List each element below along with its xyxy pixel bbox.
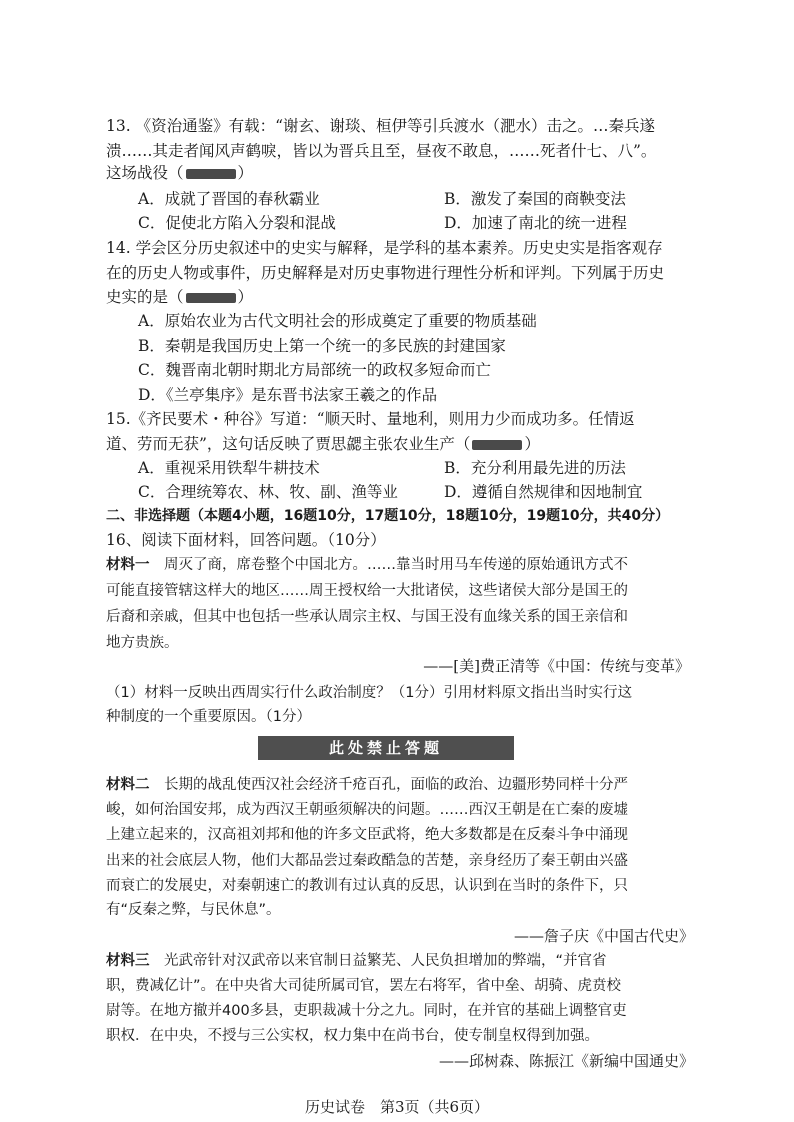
- material2-source: ——詹子庆《中国古代史》: [513, 927, 694, 945]
- q14-option-b[interactable]: B．秦朝是我国历史上第一个统一的多民族的封建国家: [138, 337, 506, 355]
- q13-stem-prefix: 这场战役（: [106, 164, 184, 182]
- answer-blank[interactable]: [186, 169, 236, 179]
- q13-option-b[interactable]: B．激发了秦国的商鞅变法: [444, 190, 626, 208]
- q15-stem-line1: 15.《齐民要术・种谷》写道：“顺天时、量地利，则用力少而成功多。任情返: [106, 410, 635, 428]
- q15-option-c[interactable]: C．合理统筹农、林、牧、副、渔等业: [138, 483, 398, 501]
- material2-line2: 峻，如何治国安邦，成为西汉王朝亟须解决的问题。……西汉王朝是在亡秦的废墟: [106, 802, 628, 818]
- material3-label: 材料三: [106, 953, 150, 969]
- q13-stem-line2: 溃……其走者闻风声鹤唳，皆以为晋兵且至，昼夜不敢息，……死者什七、八”。: [106, 142, 657, 160]
- q14-stem-line3: [106, 287, 686, 307]
- material3-line3: 尉等。在地方撤并400多县，吏职裁减十分之九。同时，在并官的基础上调整官吏: [106, 1003, 627, 1019]
- material1-label: 材料一: [106, 557, 150, 573]
- material3-line4: 职权．在中央，不授与三公实权，权力集中在尚书台，使专制皇权得到加强。: [106, 1028, 599, 1044]
- q14-option-d[interactable]: D．《兰亭集序》是东晋书法家王羲之的作品: [138, 386, 438, 404]
- material1-line4: 地方贵族。: [106, 635, 179, 651]
- q15-option-b[interactable]: B．充分利用最先进的历法: [444, 459, 626, 477]
- material2-label: 材料二: [106, 777, 150, 793]
- material2-line5: 而衰亡的发展史，对秦朝速亡的教训有过认真的反思，认识到在当时的条件下，只: [106, 878, 628, 894]
- q16-stem: 16、阅读下面材料，回答问题。（10分）: [106, 531, 386, 549]
- q14-stem-suffix: ）: [237, 288, 254, 306]
- q15-stem-line2: [106, 434, 686, 454]
- q14-option-a[interactable]: A．原始农业为古代文明社会的形成奠定了重要的物质基础: [138, 312, 537, 330]
- no-answer-zone-banner: 此处禁止答题: [258, 736, 514, 760]
- q15-stem-suffix: ）: [524, 435, 540, 453]
- section-heading: 二、非选择题（本题4小题，16题10分，17题10分，18题10分，19题10分，共40分）: [106, 508, 670, 524]
- q14-option-c[interactable]: C．魏晋南北朝时期北方局部统一的政权多短命而亡: [138, 361, 491, 379]
- material2-line4: 出来的社会底层人物，他们大都品尝过秦政酷急的苦楚，亲身经历了秦王朝由兴盛: [106, 853, 628, 869]
- q13-stem-line1: 13. 《资治通鉴》有载：“谢玄、谢琰、桓伊等引兵渡水（淝水）击之。…秦兵遂: [106, 117, 656, 135]
- q15-option-a[interactable]: A．重视采用铁犁牛耕技术: [138, 459, 320, 477]
- page-footer: 历史试卷 第3页（共6页）: [304, 1098, 490, 1116]
- material2-text: 长期的战乱使西汉社会经济千疮百孔，面临的政治、边疆形势同样十分严: [149, 777, 628, 793]
- q16-sub1-line1: （1）材料一反映出西周实行什么政治制度？（1分）引用材料原文指出当时实行这: [106, 685, 632, 701]
- material3-source: ——邱树森、陈振江《新编中国通史》: [438, 1052, 694, 1070]
- q14-stem-line1: 14. 学会区分历史叙述中的史实与解释，是学科的基本素养。历史史实是指客观存: [106, 239, 663, 257]
- q13-stem-suffix: ）: [237, 164, 254, 182]
- q15-stem-prefix: 道、劳而无获”，这句话反映了贾思勰主张农业生产（: [106, 435, 471, 453]
- material3-line1: [106, 948, 690, 974]
- material1-source: ——[美]费正清等《中国：传统与变革》: [423, 657, 690, 675]
- material3-text: 光武帝针对汉武帝以来官制日益繁芜、人民负担增加的弊端，“并官省: [149, 953, 607, 969]
- answer-blank[interactable]: [472, 440, 522, 450]
- material1-text: 周灭了商，席卷整个中国北方。……靠当时用马车传递的原始通讯方式不: [149, 557, 628, 573]
- material1-line1: [106, 552, 690, 578]
- q13-option-c[interactable]: C．促使北方陷入分裂和混战: [138, 214, 336, 232]
- material3-line2: 职，费减亿计”。在中央省大司徒所属司官，罢左右将军，省中垒、胡骑、虎贲校: [106, 978, 622, 994]
- q13-option-d[interactable]: D．加速了南北的统一进程: [444, 214, 627, 232]
- material2-line6: 有“反秦之弊，与民休息”。: [106, 902, 281, 918]
- q14-stem-line2: 在的历史人物或事件，历史解释是对历史事物进行理性分析和评判。下列属于历史: [106, 264, 665, 282]
- material1-line2: 可能直接管辖这样大的地区……周王授权给一大批诸侯，这些诸侯大部分是国王的: [106, 583, 628, 599]
- q14-stem-prefix: 史实的是（: [106, 288, 184, 306]
- answer-blank[interactable]: [186, 293, 236, 303]
- q13-stem-line3: [106, 163, 686, 183]
- material1-line3: 后裔和亲戚，但其中也包括一些承认周宗主权、与国王没有血缘关系的国王亲信和: [106, 609, 628, 625]
- q13-option-a[interactable]: A．成就了晋国的春秋霸业: [138, 190, 320, 208]
- material2-line3: 上建立起来的，汉高祖刘邦和他的许多文臣武将，绝大多数都是在反秦斗争中涌现: [106, 827, 628, 843]
- material2-line1: [106, 772, 690, 798]
- q15-option-d[interactable]: D．遵循自然规律和因地制宜: [444, 483, 643, 501]
- q16-sub1-line2: 种制度的一个重要原因。（1分）: [106, 709, 311, 725]
